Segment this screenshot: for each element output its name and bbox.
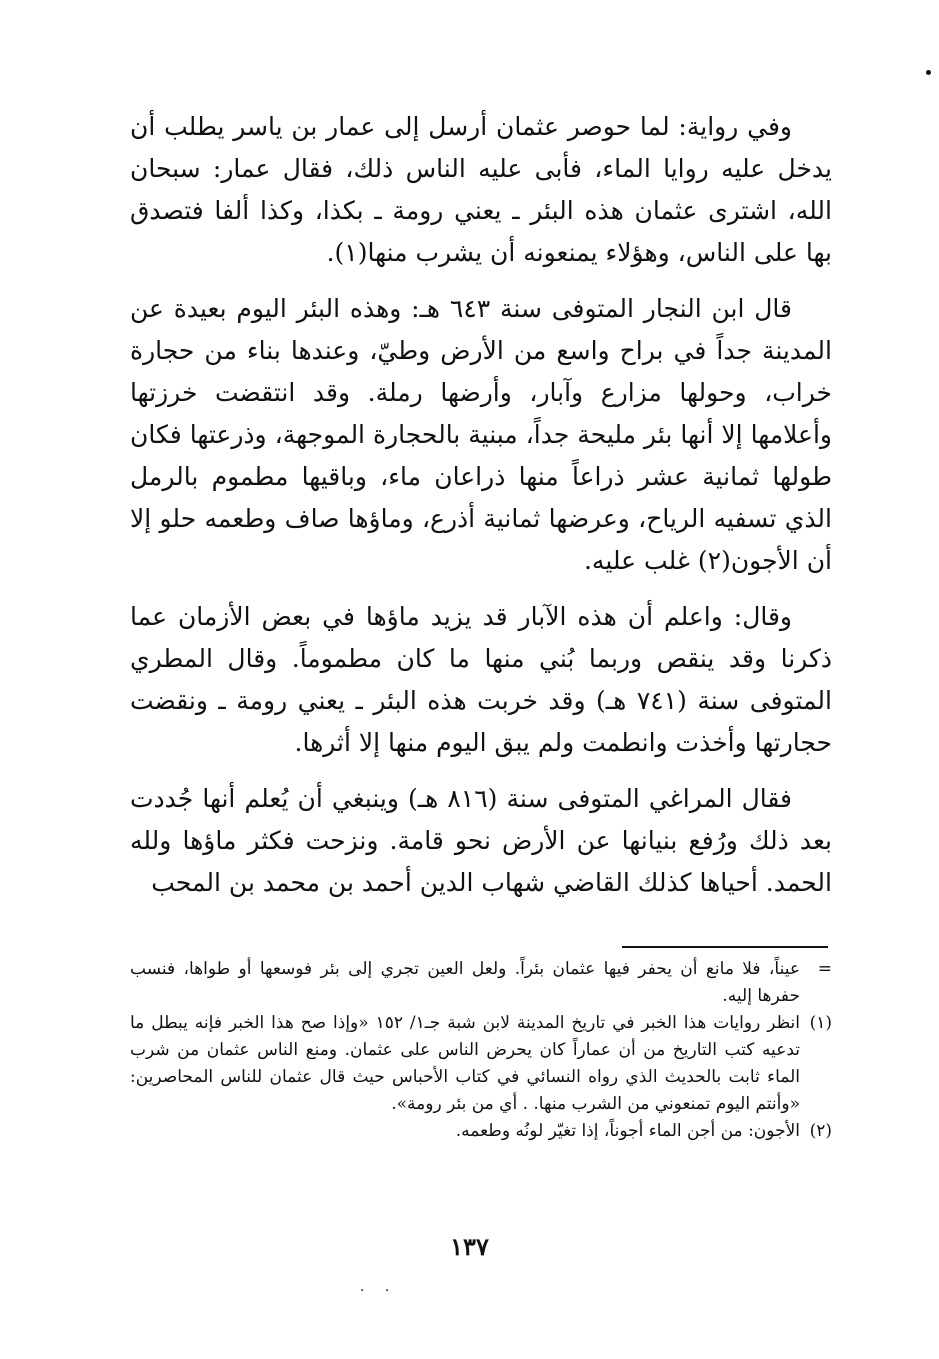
footnote-text: عيناً، فلا مانع أن يحفر فيها عثمان بئراً. ولعل العين تجري إلى بئر فوسعها أو طواها، فنسب حفرها إليه. xyxy=(130,959,800,1006)
footnote-text: الأجون: من أجن الماء أجوناً، إذا تغيّر لونُه وطعمه. xyxy=(455,1121,800,1141)
paragraph-1: وفي رواية: لما حوصر عثمان أرسل إلى عمار بن ياسر يطلب أن يدخل عليه روايا الماء، فأبى عليه الناس ذلك، فقال عمار: سبحان الله، اشترى عثمان هذه البئر ـ يعني رومة ـ بكذا، وكذا ألفا فتصدق بها على الناس، وهؤلاء يمنعونه أن يشرب منها(١). xyxy=(130,112,832,267)
scan-specks: · · xyxy=(360,1283,398,1299)
paragraph-3: وقال: واعلم أن هذه الآبار قد يزيد ماؤها في بعض الأزمان عما ذكرنا وقد ينقص وربما بُني منها ما كان مطموماً. وقال المطري المتوفى سنة (٧٤١ هـ) وقد خربت هذه البئر ـ يعني رومة ـ ونقضت حجارتها وأخذت وانطمت ولم يبق اليوم منها إلا أثرها. xyxy=(130,602,832,757)
paragraph-2: قال ابن النجار المتوفى سنة ٦٤٣ هـ: وهذه البئر اليوم بعيدة عن المدينة جداً في براح واسع من الأرض وطيّ، وعندها بناء من حجارة خراب، وحولها مزارع وآبار، وأرضها رملة. وقد انتقضت خرزتها وأعلامها إلا أنها بئر مليحة جداً، مبنية بالحجارة الموجهة، وذرعتها فكان طولها ثمانية عشر ذراعاً منها ذراعان ماء، وباقيها مطموم بالرمل الذي تسفيه الرياح، وعرضها ثمانية أذرع، وماؤها صاف وطعمه حلو إلا أن الأجون(٢) غلب عليه. xyxy=(130,294,832,575)
footnote-marker: (٢) xyxy=(809,1121,832,1141)
paragraph-4: فقال المراغي المتوفى سنة (٨١٦ هـ) وينبغي أن يُعلم أنها جُددت بعد ذلك ورُفع بنيانها عن الأرض نحو قامة. ونزحت فكثر ماؤها ولله الحمد. أحياها كذلك القاضي شهاب الدين أحمد بن محمد بن المحب xyxy=(130,784,832,897)
main-text xyxy=(130,106,832,918)
page-number: ١٣٧ xyxy=(450,1232,489,1261)
footnote-1 xyxy=(130,1010,832,1118)
footnotes xyxy=(130,956,832,1145)
footnote-text: انظر روايات هذا الخبر في تاريخ المدينة لابن شبة جـ١/ ١٥٢ «وإذا صح هذا الخبر فإنه يبطل ما تدعيه كتب التاريخ من أن عماراً كان يحرض الناس على عثمان. ومنع الناس عثمان من شرب الماء ثابت بالحديث الذي رواه النسائي في كتاب الأحباس حيث قال عثمان للناس المحاصرين: «وأنتم اليوم تمنعوني من الشرب منها. . أي من بئر رومة». xyxy=(130,1013,800,1114)
footnote-continuation xyxy=(130,956,832,1010)
footnote-marker: = xyxy=(817,959,832,979)
footnote-marker: (١) xyxy=(809,1013,832,1033)
footnote-2 xyxy=(130,1118,832,1145)
scan-speck xyxy=(926,70,931,75)
footnote-separator xyxy=(622,946,828,948)
